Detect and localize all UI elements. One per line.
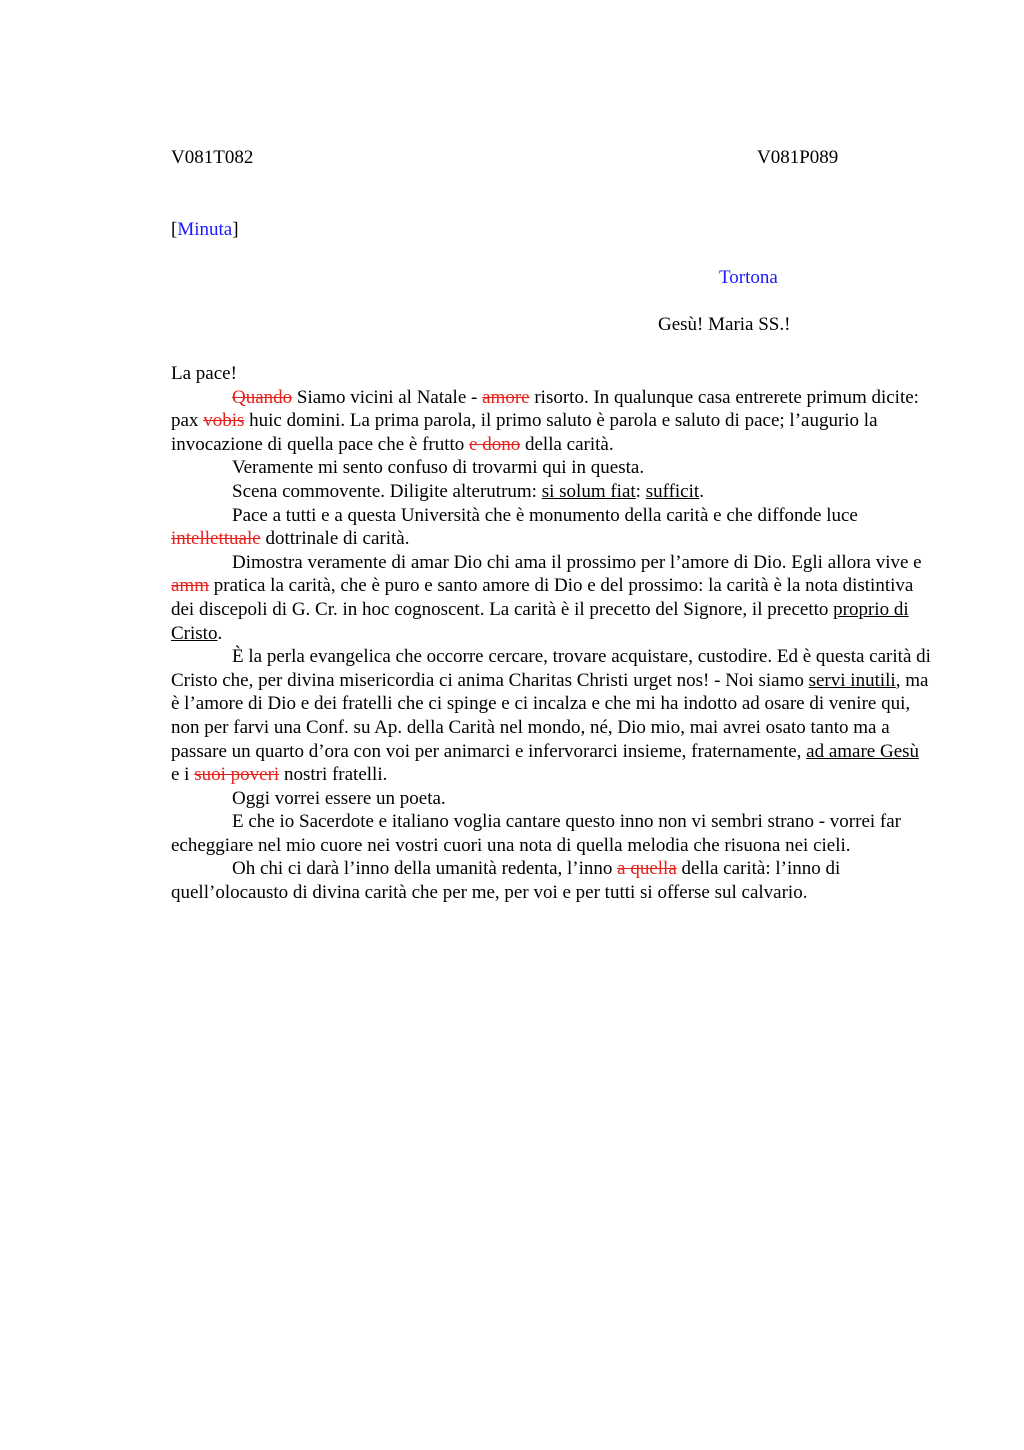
paragraph-5 <box>171 551 931 645</box>
text-run: e i <box>171 764 195 786</box>
paragraph-2: Veramente mi sento confuso di trovarmi qui in questa. <box>232 457 645 479</box>
text-run: Siamo vicini al Natale - <box>292 386 483 408</box>
archive-code-right: V081P089 <box>757 147 839 168</box>
paragraph-1 <box>171 386 931 457</box>
underlined-phrase: proprio di Cristo <box>171 598 909 644</box>
minuta-text: Minuta <box>177 219 233 240</box>
minuta-label <box>171 219 239 241</box>
paragraph-9 <box>171 857 931 904</box>
letter-body <box>171 362 931 905</box>
text-run: nostri fratelli. <box>279 764 388 786</box>
bracket-close: ] <box>232 219 239 240</box>
deleted-word: Quando <box>232 386 293 408</box>
text-run: huic domini. La prima parola, il primo saluto è parola e saluto di pace; l’augurio la invocazione di quella pace che è frutto <box>171 410 878 455</box>
archive-code-left: V081T082 <box>171 147 254 168</box>
text-run: Scena commovente. Diligite alterutrum: <box>232 480 542 502</box>
text-run: Oh chi ci darà l’inno della umanità redenta, l’inno <box>232 858 618 880</box>
deleted-word: vobis <box>203 410 245 432</box>
text-run: pratica la carità, che è puro e santo amore di Dio e del prossimo: la carità è la nota distintiva dei discepoli di G. Cr. in hoc cognoscent. La carità è il precetto del Signore, il precetto <box>171 575 914 620</box>
deleted-word: suoi poveri <box>194 764 280 786</box>
text-run: della carità. <box>520 433 614 455</box>
underlined-phrase: ad amare Gesù <box>806 740 920 762</box>
deleted-word: amore <box>482 386 530 408</box>
paragraph-7: Oggi vorrei essere un poeta. <box>232 787 446 809</box>
invocation: Gesù! Maria SS.! <box>658 314 791 335</box>
deleted-word: a quella <box>617 858 677 880</box>
text-run: . <box>699 480 704 502</box>
text-run: , ma è l’amore di Dio e dei fratelli che ci spinge e ci incalza e che mi ha indotto ad osare di venire qui, non per farvi una Conf. su Ap. della Carità nel mondo, né, Dio mio, mai avrei osato tanto ma a passare un quarto d’ora con voi per animarci e infervorarci insieme, fraternamente, <box>171 669 929 762</box>
text-run: È la perla evangelica che occorre cercare, trovare acquistare, custodire. Ed è questa carità di Cristo che, per divina misericordia ci anima Charitas Christi urget nos! - Noi siamo <box>171 646 931 691</box>
underlined-phrase: sufficit <box>645 480 700 502</box>
text-run: . <box>217 622 223 644</box>
paragraph-8: E che io Sacerdote e italiano voglia cantare questo inno non vi sembri strano - vorrei far echeggiare nel mio cuore nei vostri cuori una nota di quella melodia che risuona nei cieli. <box>171 811 901 856</box>
place-name: Tortona <box>719 267 778 288</box>
underlined-phrase: servi inutili <box>808 669 896 691</box>
text-run: risorto. In qualunque casa entrerete primum dicite: pax <box>171 386 919 432</box>
deleted-word: amm <box>171 575 209 597</box>
bracket-open: [ <box>171 219 178 240</box>
deleted-word: intellettuale <box>171 528 261 550</box>
paragraph-3 <box>171 480 931 504</box>
text-run: : <box>635 480 646 502</box>
greeting: La pace! <box>171 363 237 384</box>
deleted-word: e dono <box>469 433 521 455</box>
paragraph-4 <box>171 504 931 551</box>
underlined-phrase: si solum fiat <box>541 480 636 502</box>
text-run: Dimostra veramente di amar Dio chi ama il prossimo per l’amore di Dio. Egli allora vive e <box>232 551 922 573</box>
text-run: della carità: l’inno di quell’olocausto di divina carità che per me, per voi e per tutti si offerse sul calvario. <box>171 858 841 904</box>
paragraph-6 <box>171 645 931 787</box>
text-run: Pace a tutti e a questa Università che è monumento della carità e che diffonde luce <box>232 504 858 526</box>
text-run: dottrinale di carità. <box>260 528 410 550</box>
